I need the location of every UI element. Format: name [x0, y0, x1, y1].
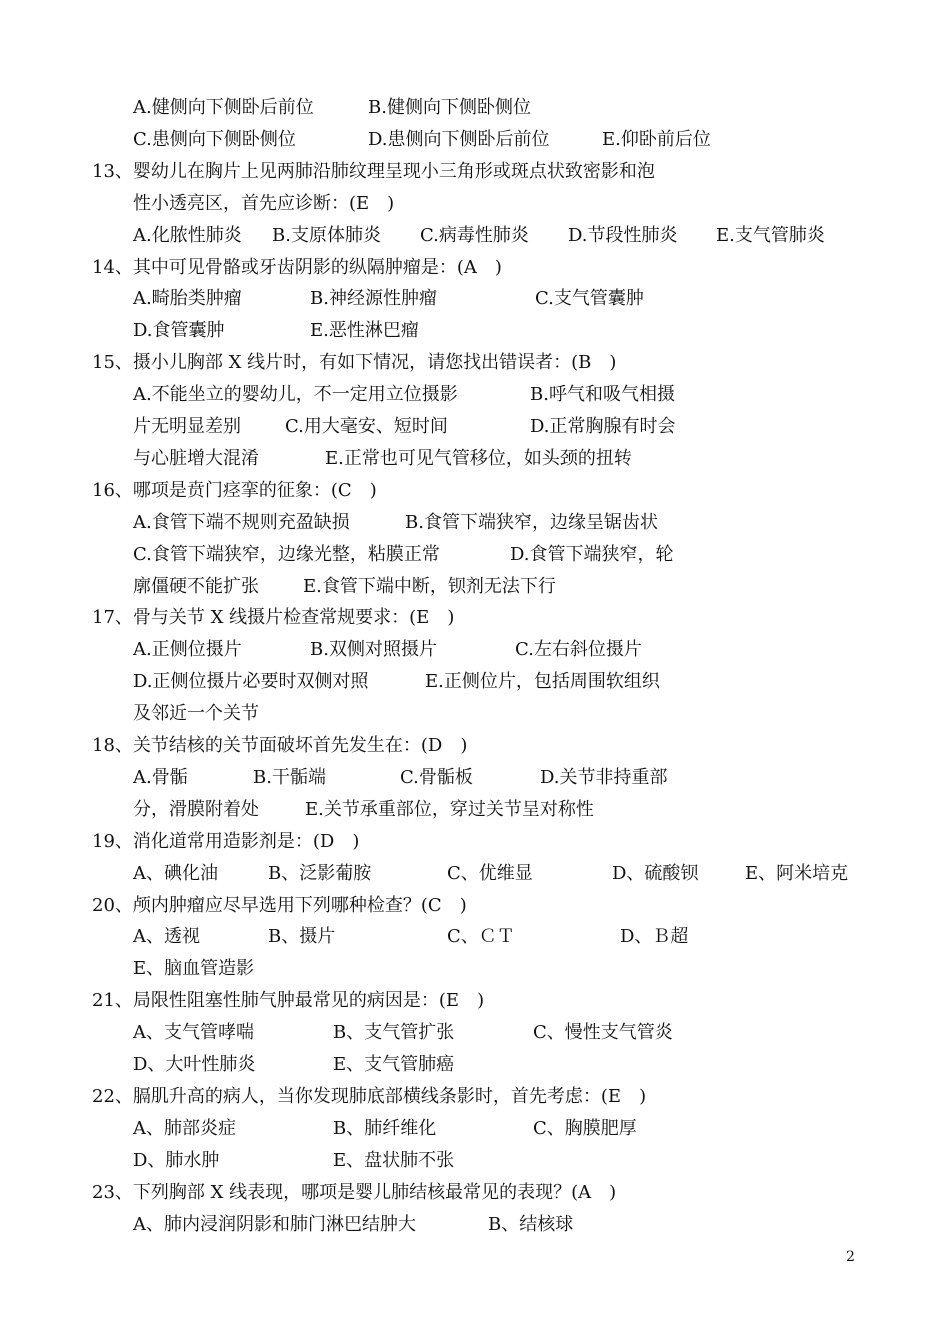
text-segment: A.健侧向下侧卧后前位 [133, 97, 314, 118]
text-line [0, 222, 950, 250]
text-line [0, 796, 950, 824]
text-segment: C.骨骺板 [400, 766, 473, 788]
text-segment: B.食管下端狭窄，边缘呈锯齿状 [405, 511, 658, 533]
text-segment: C、胸膜肥厚 [533, 1117, 637, 1139]
text-segment: B.支原体肺炎 [272, 224, 381, 246]
text-segment: B.健侧向下侧卧侧位 [368, 97, 531, 118]
text-segment: 22、膈肌升高的病人，当你发现肺底部横线条影时，首先考虑：(E ) [92, 1085, 647, 1107]
text-segment: D、Ｂ超 [620, 926, 689, 948]
text-line [0, 604, 950, 632]
text-segment: 17、骨与关节 X 线摄片检查常规要求：(E ) [92, 607, 455, 629]
text-segment: 16、哪项是贲门痉挛的征象：(C ) [92, 479, 377, 501]
text-line [0, 158, 950, 186]
text-segment: 片无明显差别 [133, 416, 241, 437]
text-segment: E、脑血管造影 [133, 958, 255, 980]
text-segment: C.用大毫安、短时间 [285, 416, 448, 437]
text-segment: A.畸胎类肿瘤 [133, 288, 242, 310]
text-line [0, 732, 950, 760]
text-segment: A.骨骺 [133, 766, 188, 788]
text-segment: 20、颅内肿瘤应尽早选用下列哪种检查？(C ) [92, 894, 467, 916]
text-segment: 廓僵硬不能扩张 [133, 575, 259, 597]
text-segment: 18、关节结核的关节面破坏首先发生在：(D ) [92, 735, 468, 756]
text-line [0, 349, 950, 377]
text-segment: E.仰卧前后位 [602, 128, 711, 150]
text-segment: C.患侧向下侧卧侧位 [133, 128, 296, 150]
text-line [0, 860, 950, 888]
text-segment: E、阿米培克 [745, 862, 849, 884]
text-line [0, 317, 950, 345]
text-line [0, 509, 950, 537]
text-line [0, 1147, 950, 1175]
text-segment: B.神经源性肿瘤 [310, 288, 437, 310]
text-line [0, 828, 950, 856]
text-segment: D.食管囊肿 [133, 320, 225, 342]
text-segment: 13、婴幼儿在胸片上见两肺沿肺纹理呈现小三角形或斑点状致密影和泡 [92, 160, 655, 182]
text-segment: A、肺部炎症 [133, 1117, 236, 1139]
text-segment: 23、下列胸部 X 线表现，哪项是婴儿肺结核最常见的表现？(A ) [92, 1181, 617, 1203]
text-segment: C、慢性支气管炎 [533, 1022, 673, 1044]
text-segment: A.正侧位摄片 [133, 639, 242, 661]
text-line [0, 285, 950, 313]
text-segment: B.呼气和吸气相摄 [530, 384, 675, 406]
text-segment: B.干骺端 [253, 766, 326, 788]
text-segment: A.食管下端不规则充盈缺损 [133, 511, 350, 533]
text-line [0, 190, 950, 218]
text-segment: E.支气管肺炎 [716, 224, 825, 246]
text-segment: C、ＣＴ [447, 926, 515, 948]
text-line [0, 381, 950, 409]
text-segment: D.正常胸腺有时会 [530, 416, 676, 437]
text-line [0, 923, 950, 951]
text-segment: C.病毒性肺炎 [420, 224, 529, 246]
text-segment: A.不能坐立的婴幼儿，不一定用立位摄影 [133, 384, 458, 406]
text-line [0, 700, 950, 728]
text-line [0, 477, 950, 505]
text-line [0, 254, 950, 282]
text-segment: B、肺纤维化 [333, 1117, 437, 1139]
text-line [0, 636, 950, 664]
text-segment: C、优维显 [447, 862, 533, 884]
text-segment: B、支气管扩张 [333, 1022, 455, 1044]
text-segment: 分，滑膜附着处 [133, 798, 259, 820]
text-segment: C.食管下端狭窄，边缘光整，粘膜正常 [133, 543, 440, 565]
text-segment: 与心脏增大混淆 [133, 447, 259, 469]
text-segment: 19、消化道常用造影剂是：(D ) [92, 830, 360, 852]
text-segment: 15、摄小儿胸部 X 线片时，有如下情况，请您找出错误者：(B ) [92, 352, 617, 374]
text-segment: C.左右斜位摄片 [515, 639, 642, 661]
text-segment: B.双侧对照摄片 [310, 639, 437, 661]
text-segment: C.支气管囊肿 [535, 288, 644, 310]
text-line [0, 413, 950, 441]
text-line [0, 573, 950, 601]
text-line [0, 764, 950, 792]
text-segment: D、肺水肿 [133, 1149, 220, 1171]
text-line [0, 445, 950, 473]
text-line [0, 126, 950, 154]
text-line [0, 1179, 950, 1207]
text-segment: D、硫酸钡 [612, 862, 699, 884]
text-line [0, 987, 950, 1015]
text-segment: E.正侧位片，包括周围软组织 [425, 671, 660, 693]
page-number: 2 [846, 1249, 855, 1265]
text-segment: B、摄片 [268, 926, 336, 948]
text-line [0, 1051, 950, 1079]
text-segment: 14、其中可见骨骼或牙齿阴影的纵隔肿瘤是：(A ) [92, 256, 502, 278]
text-segment: D.食管下端狭窄，轮 [510, 543, 674, 565]
text-segment: B、结核球 [488, 1213, 574, 1235]
text-segment: E.恶性淋巴瘤 [310, 320, 419, 342]
text-segment: A.化脓性肺炎 [133, 224, 242, 246]
text-segment: D.关节非持重部 [540, 766, 668, 788]
text-line [0, 892, 950, 920]
text-segment: D.患侧向下侧卧后前位 [368, 128, 550, 150]
text-line [0, 1019, 950, 1047]
text-line [0, 1211, 950, 1239]
text-line [0, 955, 950, 983]
text-segment: D、大叶性肺炎 [133, 1054, 256, 1075]
text-line [0, 668, 950, 696]
text-segment: E、支气管肺癌 [333, 1054, 455, 1075]
text-segment: E、盘状肺不张 [333, 1149, 455, 1171]
text-segment: A、肺内浸润阴影和肺门淋巴结肿大 [133, 1213, 416, 1235]
text-segment: E.关节承重部位，穿过关节呈对称性 [305, 798, 594, 820]
text-segment: B、泛影葡胺 [268, 862, 372, 884]
text-line [0, 1083, 950, 1111]
text-segment: 21、局限性阻塞性肺气肿最常见的病因是：(E ) [92, 990, 485, 1012]
text-segment: E.食管下端中断，钡剂无法下行 [303, 575, 556, 597]
text-segment: A、碘化油 [133, 862, 218, 884]
text-segment: 性小透亮区，首先应诊断：(E ) [133, 192, 395, 214]
text-segment: D.正侧位摄片必要时双侧对照 [133, 671, 369, 693]
text-segment: E.正常也可见气管移位，如头颈的扭转 [325, 447, 632, 469]
text-segment: D.节段性肺炎 [568, 224, 678, 246]
text-segment: A、支气管哮喘 [133, 1022, 254, 1044]
text-line [0, 94, 950, 122]
text-line [0, 1115, 950, 1143]
text-segment: 及邻近一个关节 [133, 703, 259, 725]
text-line [0, 541, 950, 569]
text-segment: A、透视 [133, 926, 200, 948]
